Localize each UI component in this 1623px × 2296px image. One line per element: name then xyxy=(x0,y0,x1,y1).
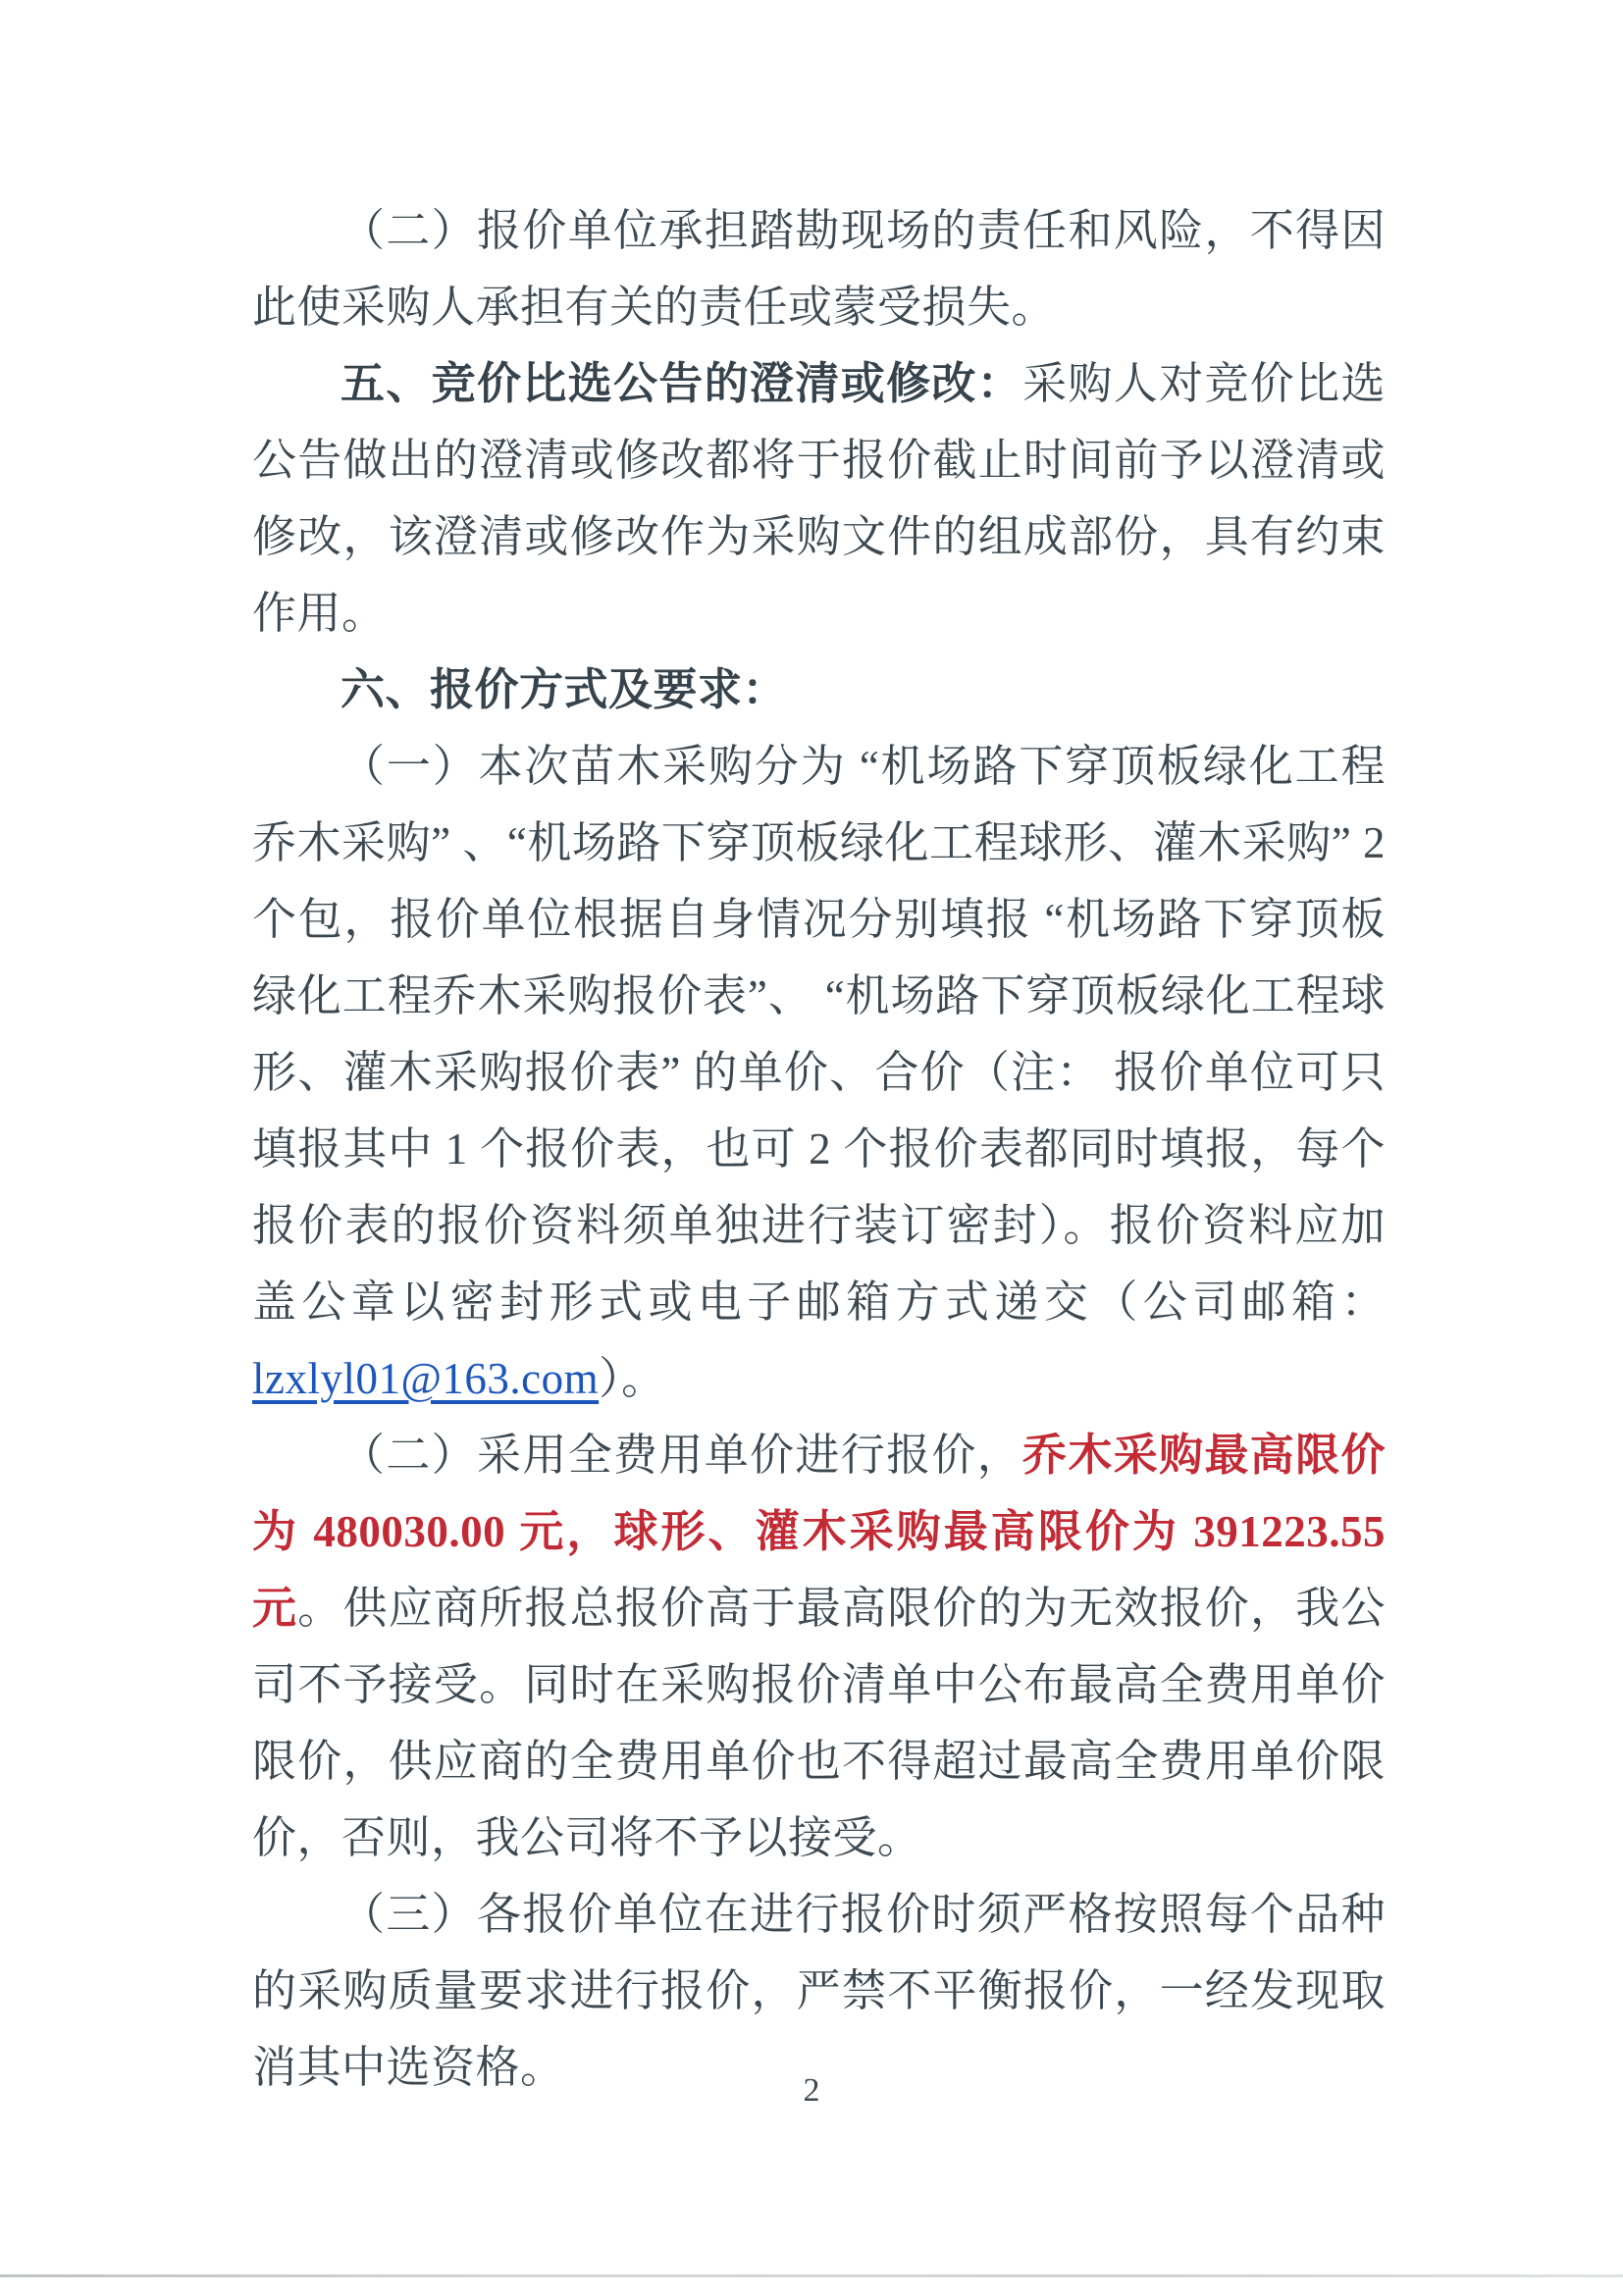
email-link[interactable]: lzxlyl01@163.com xyxy=(252,1354,600,1403)
section-heading-five: 五、竞价比选公告的澄清或修改： xyxy=(340,359,1023,408)
page-number: 2 xyxy=(803,2072,820,2109)
paragraph-text: （一）本次苗木采购分为 “机场路下穿顶板绿化工程乔木采购” 、“机场路下穿顶板绿化工程球形、灌木采购” 2 个包，报价单位根据自身情况分别填报 “机场路下穿顶板绿化工程乔木采购报价表”、 “机场路下穿顶板绿化工程球形、灌木采购报价表” 的单价、合价（注： 报价单位可只填报其中 1 个报价表，也可 2 个报价表都同时填报，每个报价表的报价资料须单独进行装订密封）。报价资料应加盖公章以密封形式或电子邮箱方式递交（公司邮箱： xyxy=(252,742,1386,1327)
scan-artifact-line xyxy=(0,2274,1623,2277)
paragraph-text: ）。 xyxy=(599,1354,666,1403)
paragraph-quality-requirement xyxy=(252,1876,1386,2106)
paragraph-package-split xyxy=(252,728,1386,1417)
document-body xyxy=(252,192,1386,2106)
paragraph-announcement-clarification xyxy=(252,345,1386,652)
paragraph-text: （二）采用全费用单价进行报价， xyxy=(340,1431,1023,1480)
price-limit-highlight: 乔木采购最高限价为 480030.00 元，球形、灌木采购最高限价为 391223.55 元 xyxy=(252,1431,1386,1633)
heading-quotation-method xyxy=(252,652,1386,728)
paragraph-text: （二）报价单位承担踏勘现场的责任和风险，不得因此使采购人承担有关的责任或蒙受损失。 xyxy=(252,206,1386,332)
paragraph-text: 。供应商所报总报价高于最高限价的为无效报价，我公司不予接受。同时在采购报价清单中公布最高全费用单价限价，供应商的全费用单价也不得超过最高全费用单价限价，否则，我公司将不予以接受。 xyxy=(252,1584,1386,1862)
paragraph-text: （三）各报价单位在进行报价时须严格按照每个品种的采购质量要求进行报价，严禁不平衡报价，一经发现取消其中选资格。 xyxy=(252,1890,1386,2092)
paragraph-text: 采购人对竞价比选公告做出的澄清或修改都将于报价截止时间前予以澄清或修改，该澄清或修改作为采购文件的组成部份，具有约束作用。 xyxy=(252,359,1386,638)
paragraph-site-survey-risk xyxy=(252,192,1386,345)
paragraph-price-ceiling xyxy=(252,1417,1386,1876)
section-heading-six: 六、报价方式及要求： xyxy=(340,665,788,714)
